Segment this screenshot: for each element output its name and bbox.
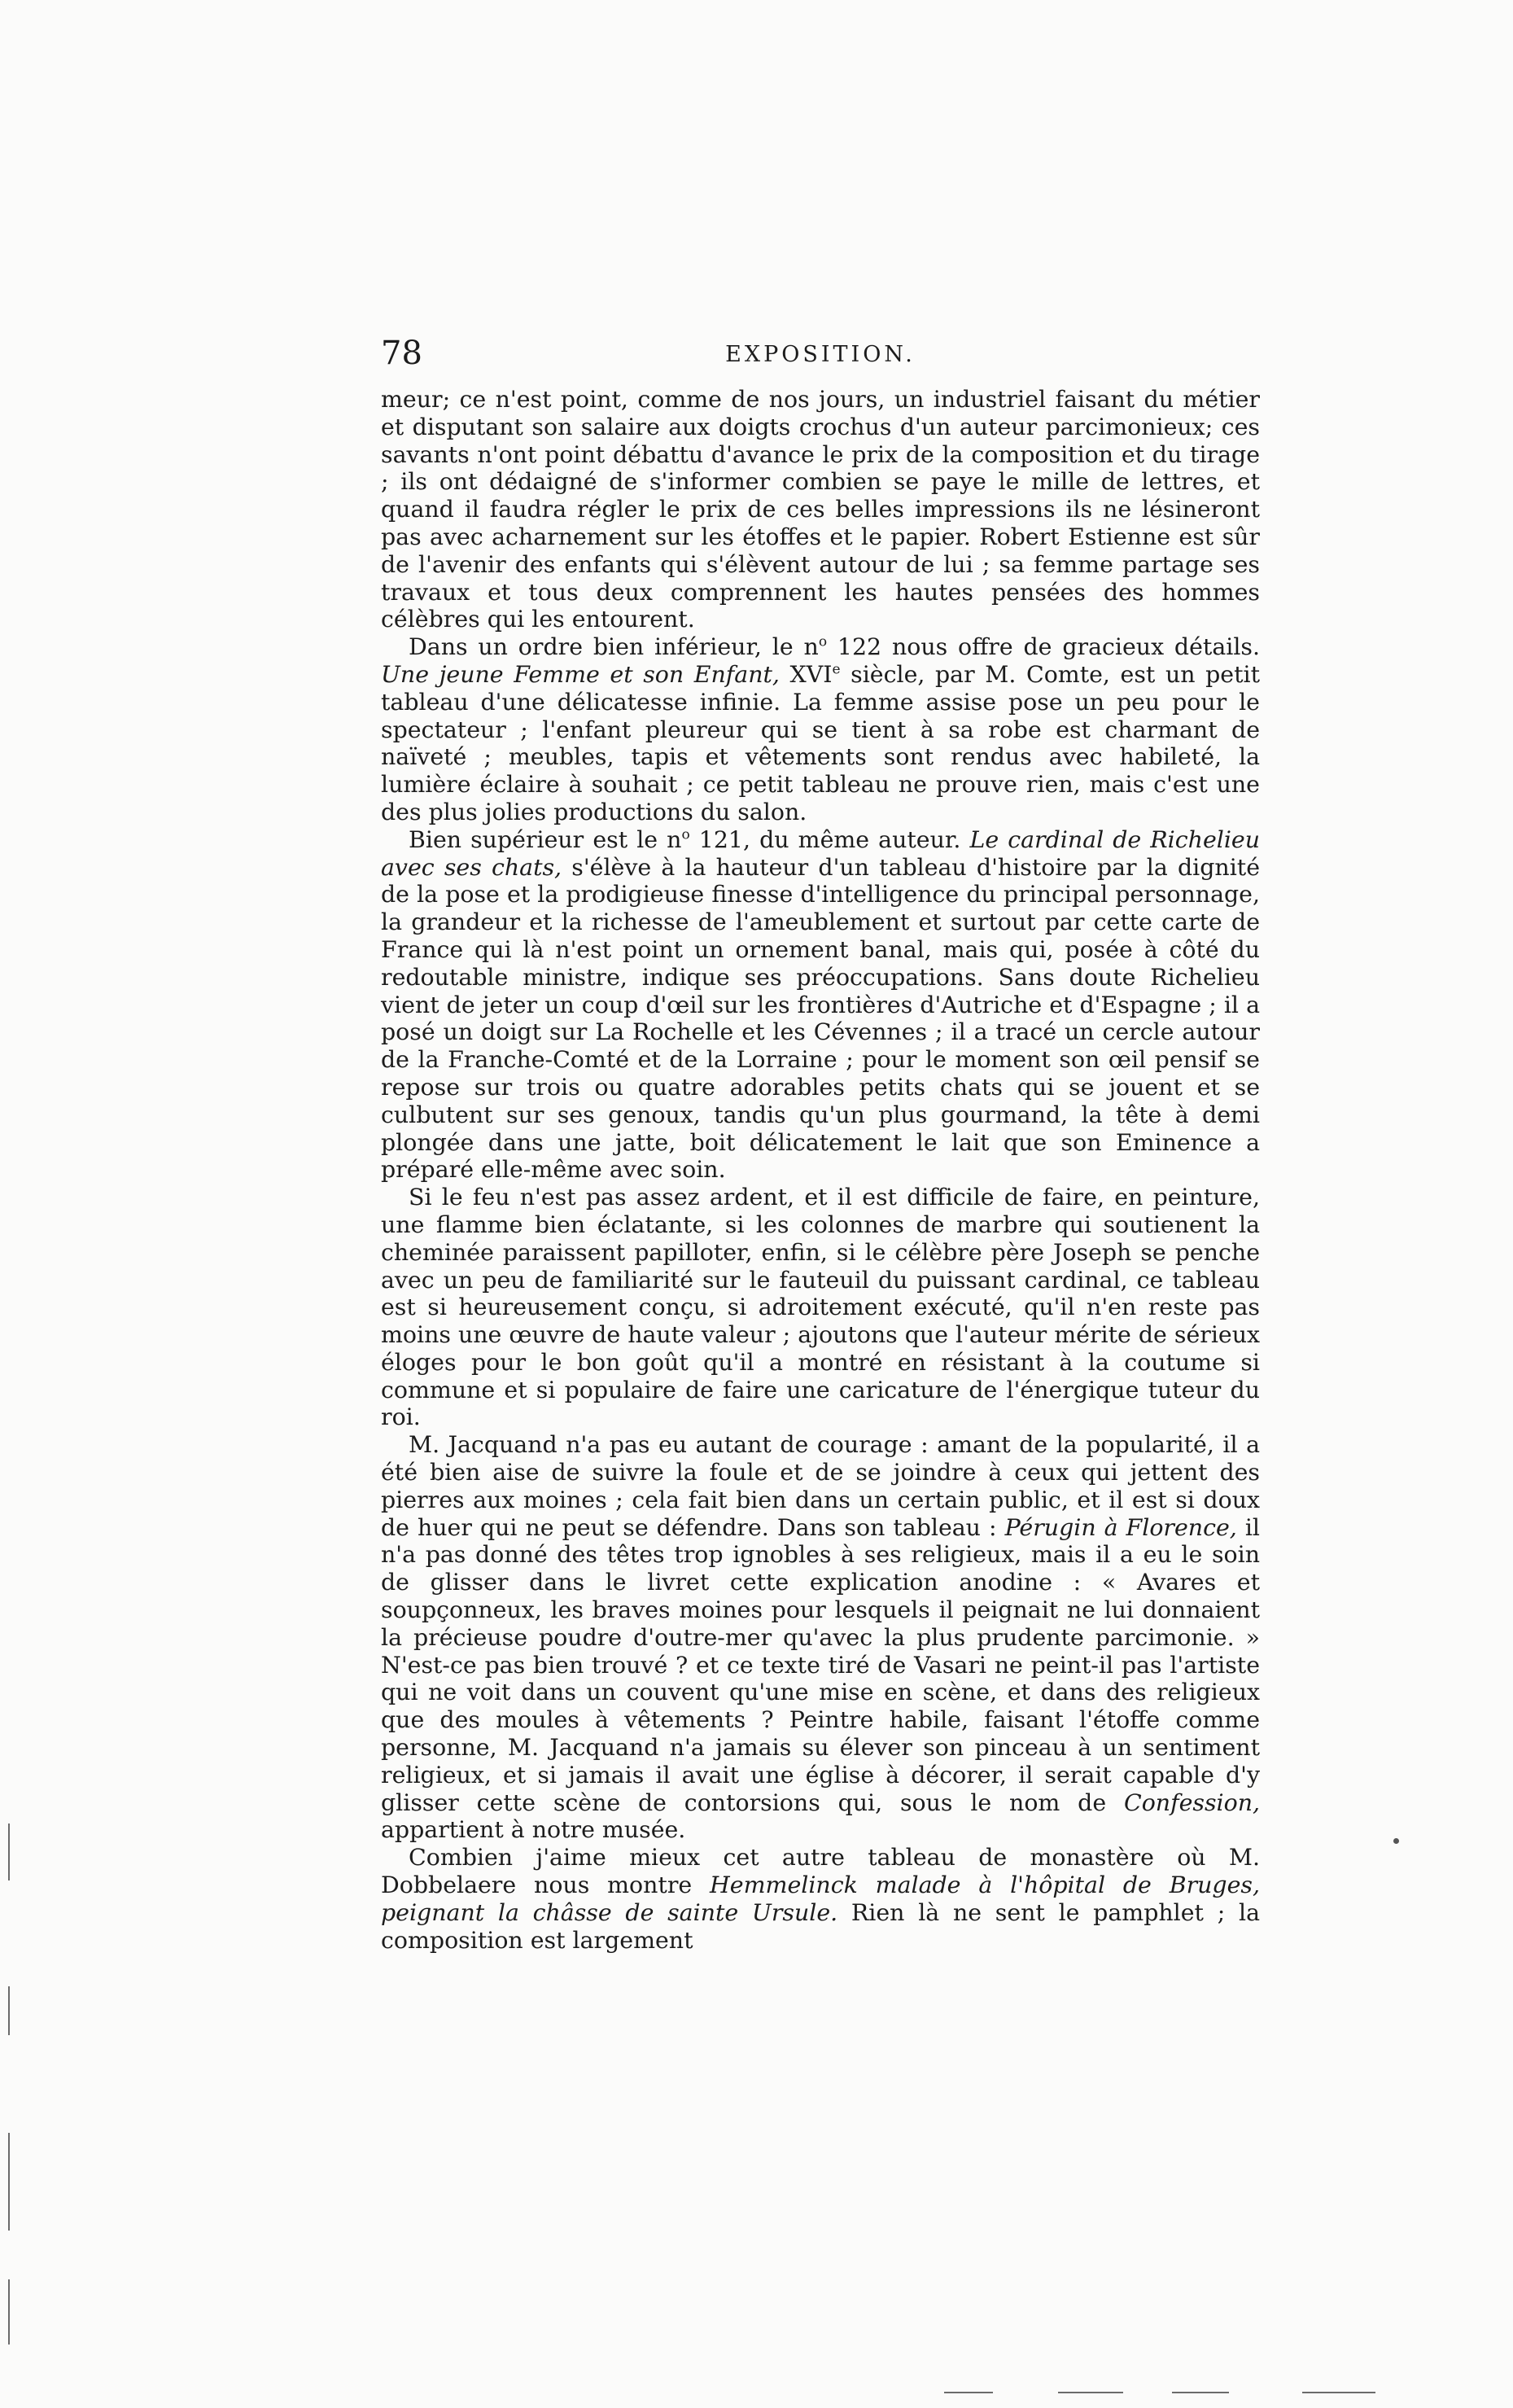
paragraph (381, 633, 1260, 826)
italic-title: Pérugin à Florence, (1004, 1513, 1237, 1541)
running-title: EXPOSITION. (725, 342, 916, 367)
text-run: Combien j'aime mieux cet autre tableau de monastère où M. Dobbelaere nous montre (381, 1844, 1260, 1899)
page (381, 334, 1260, 1954)
scan-speck (1393, 1838, 1399, 1844)
scan-edge-mark (1058, 2392, 1123, 2393)
superscript: o (818, 633, 828, 650)
text-run: s'élève à la hauteur d'un tableau d'histoire par la dignité de la pose et la prodigieuse finesse d'intelligence du principal personnage, la grandeur et la richesse de l'ameublement et surtout par cette carte de France qui là n'est point un ornement banal, mais qui, posée à côté du redoutable ministre, indique ses préoccupations. Sans doute Richelieu vient de jeter un coup d'œil sur les frontières d'Autriche et d'Espagne ; il a posé un doigt sur La Rochelle et les Cévennes ; il a tracé un cercle autour de la Franche-Comté et de la Lorraine ; pour le moment son œil pensif se repose sur trois ou quatre adorables petits chats qui se jouent et se culbutent sur ses genoux, tandis qu'un plus gourmand, la tête à demi plongée dans une jatte, boit délicatement le lait que son Eminence a préparé elle-même avec soin. (381, 853, 1260, 1184)
scan-margin-mark (8, 2279, 10, 2345)
paragraph (381, 386, 1260, 633)
scan-edge-mark (944, 2392, 993, 2393)
page-header (381, 334, 1260, 386)
scan-margin-mark (8, 2133, 10, 2231)
text-run: Bien supérieur est le n (409, 825, 682, 853)
italic-title: Confession, (1123, 1788, 1260, 1816)
text-run: XVI (779, 660, 833, 688)
text-run: il n'a pas donné des têtes trop ignobles à ses religieux, mais il a eu le soin de glisser dans le livret cette explication anodine : « Avares et soupçonneux, les braves moines pour lesquels il peignait ne lui donnaient la précieuse poudre d'outre-mer qu'avec la plus prudente parcimonie. » N'est-ce pas bien trouvé ? et ce texte tiré de Vasari ne peint-il pas l'artiste qui ne voit dans un couvent qu'une mise en scène, et dans des religieux que des moules à vêtements ? Peintre habile, faisant l'étoffe comme personne, M. Jacquand n'a jamais su élever son pinceau à un sentiment religieux, et si jamais il avait une église à décorer, il serait capable d'y glisser cette scène de contorsions qui, sous le nom de (381, 1513, 1261, 1816)
page-number: 78 (381, 335, 422, 372)
text-run: 122 nous offre de gracieux détails. (827, 633, 1260, 661)
italic-title: Le cardinal de Richelieu avec ses chats, (381, 825, 1260, 881)
body-text (381, 386, 1260, 1954)
paragraph (381, 1844, 1260, 1954)
text-run: Si le feu n'est pas assez ardent, et il est difficile de faire, en peinture, une flamme bien éclatante, si les colonnes de marbre qui soutienent la cheminée paraissent papilloter, enfin, si le célèbre père Joseph se penche avec un peu de familiarité sur le fauteuil du puissant cardinal, ce tableau est si heureusement conçu, si adroitement exécuté, qu'il n'en reste pas moins une œuvre de haute valeur ; ajoutons que l'auteur mérite de sérieux éloges pour le bon goût qu'il a montré en résistant à la coutume si commune et si populaire de faire une caricature de l'énergique tuteur du roi. (381, 1184, 1260, 1431)
italic-title: Une jeune Femme et son Enfant, (381, 660, 780, 688)
superscript: o (681, 826, 690, 843)
scan-margin-mark (8, 1824, 10, 1880)
paragraph (381, 826, 1260, 1184)
paragraph (381, 1431, 1260, 1844)
scan-edge-mark (1172, 2392, 1229, 2393)
text-run: appartient à notre musée. (381, 1816, 686, 1844)
scan-margin-mark (8, 1986, 10, 2035)
text-run: Rien là ne sent le pamphlet ; la composition est largement (381, 1898, 1260, 1954)
text-run: meur; ce n'est point, comme de nos jours, un industriel faisant du métier et disputant son salaire aux doigts crochus d'un auteur parcimonieux; ces savants n'ont point débattu d'avance le prix de la composition et du tirage ; ils ont dédaigné de s'informer combien se paye le mille de lettres, et quand il faudra régler le prix de ces belles impressions ils ne lésineront pas avec acharnement sur les étoffes et le papier. Robert Estienne est sûr de l'avenir des enfants qui s'élèvent autour de lui ; sa femme partage ses travaux et tous deux comprennent les hautes pensées des hommes célèbres qui les entourent. (381, 386, 1260, 633)
superscript: e (832, 661, 841, 678)
text-run: 121, du même auteur. (689, 825, 970, 853)
paragraph (381, 1184, 1260, 1431)
text-run: M. Jacquand n'a pas eu autant de courage : amant de la popularité, il a été bien aise de suivre la foule et de se joindre à ceux qui jettent des pierres aux moines ; cela fait bien dans un certain public, et il est si doux de huer qui ne peut se défendre. Dans son tableau : (381, 1431, 1260, 1541)
scan-edge-mark (1302, 2392, 1375, 2393)
text-run: Dans un ordre bien inférieur, le n (409, 633, 819, 661)
text-run: siècle, par M. Comte, est un petit tableau d'une délicatesse infinie. La femme assise pose un peu pour le spectateur ; l'enfant pleureur qui se tient à sa robe est charmant de naïveté ; meubles, tapis et vêtements sont rendus avec habileté, la lumière éclaire à souhait ; ce petit tableau ne prouve rien, mais c'est une des plus jolies productions du salon. (381, 660, 1260, 825)
italic-title: Hemmelinck malade à l'hôpital de Bruges, peignant la châsse de sainte Ursule. (381, 1872, 1260, 1926)
